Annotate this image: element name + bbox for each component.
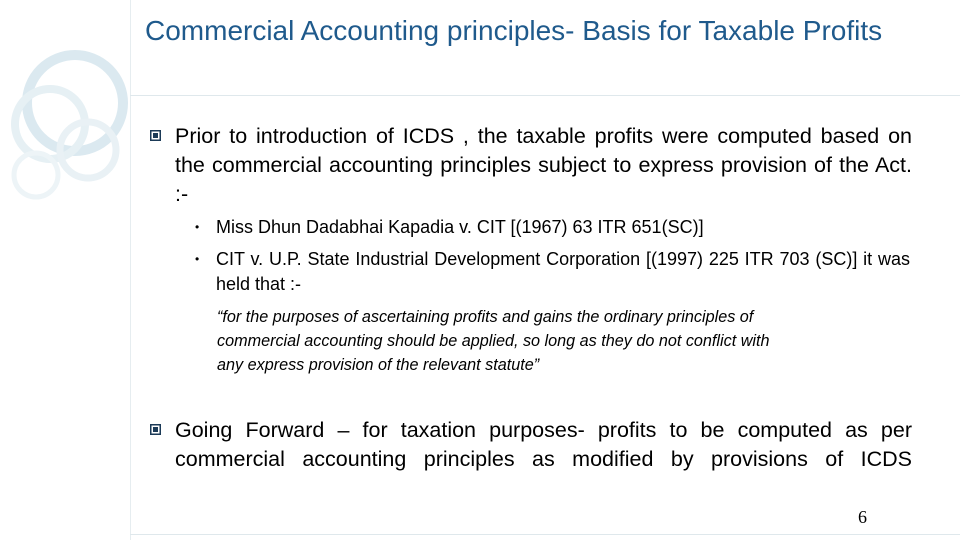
point-text: Prior to introduction of ICDS , the taxable profits were computed based on the commercial accounting principles subject to express provision of the Act. :- (175, 124, 912, 206)
slide-title: Commercial Accounting principles- Basis for Taxable Profits (145, 15, 883, 46)
point-text: Going Forward – for taxation purposes- profits to be computed as per commercial accounting principles as modified by provisions of ICDS (175, 418, 912, 471)
q-box-bullet-icon (150, 130, 161, 141)
quotation (217, 305, 912, 377)
page-number: 6 (858, 507, 867, 527)
q-box-bullet-icon (150, 424, 161, 435)
title-divider (130, 95, 960, 96)
quote-line: “for the purposes of ascertaining profits and gains the ordinary principles of (217, 308, 754, 326)
bullet-point-going-forward (150, 416, 912, 503)
case-item (195, 247, 910, 297)
quote-line: commercial accounting should be applied, so long as they do not conflict with (217, 332, 770, 350)
dot-bullet-icon: • (195, 220, 200, 234)
case-item (195, 215, 910, 247)
case-text: Miss Dhun Dadabhai Kapadia v. CIT [(1967) 63 ITR 651(SC)] (216, 217, 704, 237)
dot-bullet-icon: • (195, 252, 200, 266)
quote-line: any express provision of the relevant statute” (217, 356, 540, 374)
left-vertical-rule (130, 0, 131, 540)
bottom-divider (130, 534, 960, 535)
case-text: CIT v. U.P. State Industrial Development Corporation [(1997) 225 ITR 703 (SC)] it was held that :- (216, 249, 910, 294)
case-list (195, 215, 910, 297)
